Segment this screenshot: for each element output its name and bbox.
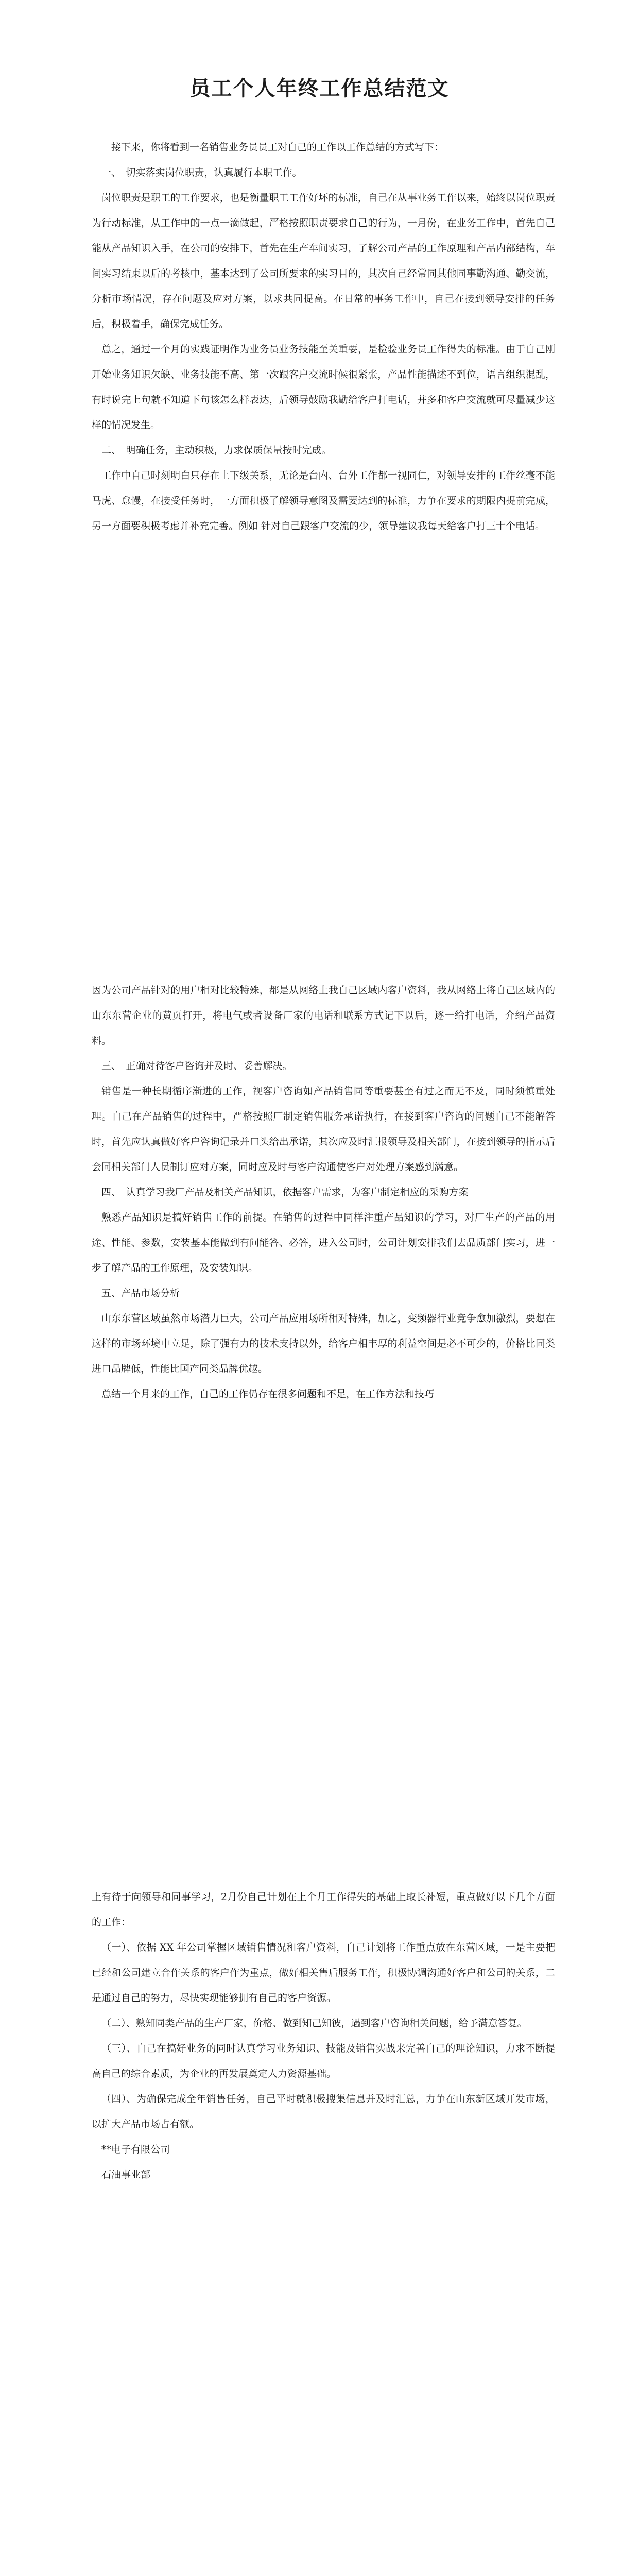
paragraph-tasks: 工作中自己时刻明白只存在上下级关系，无论是台内、台外工作都一视同仁，对领导安排的工作丝毫不能马虎、怠慢，在接受任务时，一方面积极了解领导意图及需要达到的标准，力争在要求的期限内提前完成，另一方面要积极考虑并补充完善。例如 针对自己跟客户交流的少，领导建议我每天给客户打三十个电话。 bbox=[92, 470, 555, 532]
plan-item-2: （二）、熟知同类产品的生产厂家，价格、做到知己知彼，遇到客户咨询相关问题，给予满意答复。 bbox=[101, 2018, 527, 2029]
company-name: **电子有限公司 bbox=[101, 2144, 170, 2155]
paragraph-duties: 岗位职责是职工的工作要求，也是衡量职工工作好坏的标准，自己在从事业务工作以来，始终以岗位职责为行动标准，从工作中的一点一滴做起，严格按照职责要求自己的行为，一月份，在业务工作中，首先自己能从产品知识入手，在公司的安排下，首先在生产车间实习，了解公司产品的工作原理和产品内部结构，车间实习结束以后的考核中，基本达到了公司所要求的实习目的，其次自己经常同其他同事勤沟通、勤交流，分析市场情况，存在问题及应对方案，以求共同提高。在日常的事务工作中，自己在接到领导安排的任务后，积极着手，确保完成任务。 bbox=[92, 192, 555, 330]
paragraph-intro: 接下来，你将看到一名销售业务员员工对自己的工作以工作总结的方式写下： bbox=[111, 142, 444, 153]
heading-5: 五、产品市场分析 bbox=[101, 1287, 180, 1299]
plan-item-1: （一）、依据 XX 年公司掌握区域销售情况和客户资料，自己计划将工作重点放在东营区域，一是主要把已经和公司建立合作关系的客户作为重点，做好相关售后服务工作，积极协调沟通好客户和公司的关系，二是通过自己的努力，尽快实现能够拥有自己的客户资源。 bbox=[92, 1942, 555, 2004]
department-name: 石油事业部 bbox=[101, 2169, 151, 2180]
section-part-3 bbox=[92, 1885, 555, 2188]
paragraph-product-knowledge: 熟悉产品知识是搞好销售工作的前提。在销售的过程中同样注重产品知识的学习，对厂生产的产品的用途、性能、参数，安装基本能做到有问能答、必答，进入公司时，公司计划安排我们去品质部门实习，进一步了解产品的工作原理，及安装知识。 bbox=[92, 1212, 555, 1274]
document-title: 员工个人年终工作总结范文 bbox=[189, 76, 450, 100]
paragraph-consulting: 销售是一种长期循序渐进的工作，视客户咨询如产品销售同等重要甚至有过之而无不及，同时须慎重处理。自己在产品销售的过程中，严格按照厂制定销售服务承诺执行，在接到客户咨询的问题自己不能解答时，首先应认真做好客户咨询记录并口头给出承诺，其次应及时汇报领导及相关部门，在接到领导的指示后会同相关部门人员制订应对方案，同时应及时与客户沟通使客户对处理方案感到满意。 bbox=[92, 1086, 555, 1173]
heading-4: 四、 认真学习我厂产品及相关产品知识，依据客户需求，为客户制定相应的采购方案 bbox=[101, 1187, 469, 1198]
heading-3: 三、 正确对待客户咨询并及时、妥善解决。 bbox=[101, 1060, 292, 1072]
paragraph-customers-continued: 因为公司产品针对的用户相对比较特殊，都是从网络上我自己区域内客户资料，我从网络上将自己区域内的山东东营企业的黄页打开，将电气或者设备厂家的电话和联系方式记下以后，逐一给打电话，介绍产品资料。 bbox=[92, 985, 555, 1046]
paragraph-summary: 总之，通过一个月的实践证明作为业务员业务技能至关重要，是检验业务员工作得失的标准。由于自己刚开始业务知识欠缺、业务技能不高、第一次跟客户交流时候很紧张，产品性能描述不到位，语言组织混乱，有时说完上句就不知道下句该怎么样表达，后领导鼓励我勤给客户打电话，并多和客户交流就可尽量减少这样的情况发生。 bbox=[92, 344, 555, 431]
paragraph-plan-intro: 上有待于向领导和同事学习，2月份自己计划在上个月工作得失的基础上取长补短，重点做好以下几个方面的工作： bbox=[92, 1891, 555, 1928]
section-part-1 bbox=[92, 135, 555, 539]
heading-1: 一、 切实落实岗位职责，认真履行本职工作。 bbox=[101, 167, 302, 178]
paragraph-market-analysis: 山东东营区域虽然市场潜力巨大，公司产品应用场所相对特殊，加之，变频器行业竞争愈加激烈，要想在这样的市场环境中立足，除了强有力的技术支持以外，给客户相丰厚的利益空间是必不可少的，价格比同类进口品牌低，性能比国产同类品牌优越。 bbox=[92, 1313, 555, 1375]
plan-item-3: （三）、自己在搞好业务的同时认真学习业务知识、技能及销售实战来完善自己的理论知识，力求不断提高自己的综合素质，为企业的再发展奠定人力资源基础。 bbox=[92, 2043, 555, 2079]
section-part-2 bbox=[92, 978, 555, 1407]
heading-2: 二、 明确任务，主动积极，力求保质保量按时完成。 bbox=[101, 445, 332, 456]
paragraph-conclusion-start: 总结一个月来的工作，自己的工作仍存在很多问题和不足，在工作方法和技巧 bbox=[101, 1388, 435, 1400]
plan-item-4: （四）、为确保完成全年销售任务，自己平时就积极搜集信息并及时汇总，力争在山东新区域开发市场，以扩大产品市场占有额。 bbox=[92, 2093, 555, 2130]
